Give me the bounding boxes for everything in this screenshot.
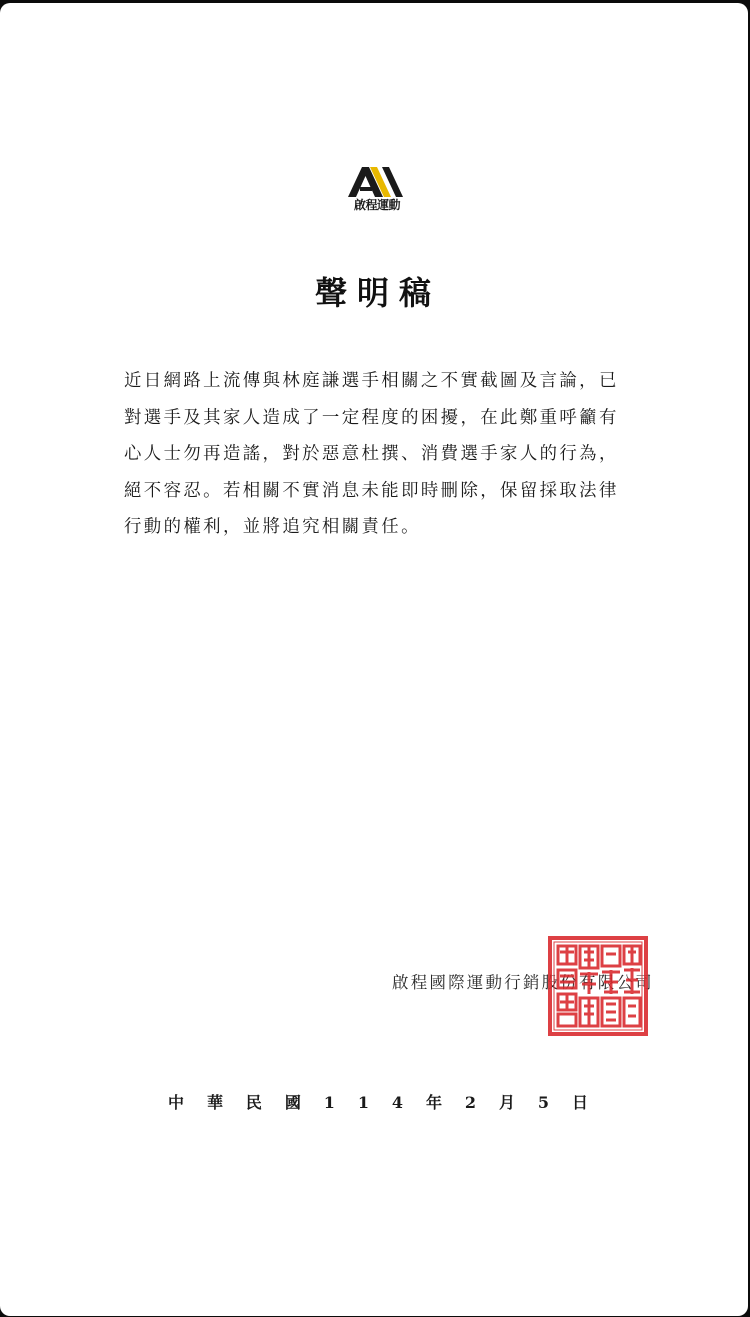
date-char: 5 [537, 1093, 550, 1112]
date-char: 國 [284, 1093, 301, 1112]
date-char: 民 [245, 1093, 262, 1112]
company-seal-icon [548, 936, 648, 1036]
date-char: 1 [357, 1093, 369, 1112]
document-page [0, 3, 748, 1316]
page-title: 聲明稿 [314, 274, 441, 312]
am-logo-icon [342, 161, 412, 199]
date-char: 日 [571, 1093, 588, 1112]
date-char: 1 [323, 1093, 335, 1112]
date-char: 月 [498, 1093, 515, 1112]
date-char: 4 [391, 1093, 404, 1112]
company-name: 啟程國際運動行銷股份有限公司 [392, 973, 654, 992]
date-char: 2 [464, 1093, 477, 1112]
date-char: 中 [168, 1093, 185, 1112]
document-date [168, 1091, 588, 1115]
date-char: 年 [425, 1093, 442, 1112]
logo-text: 啟程運動 [353, 198, 400, 212]
statement-body: 近日網路上流傳與林庭謙選手相關之不實截圖及言論，已對選手及其家人造成了一定程度的困擾，在此鄭重呼籲有心人士勿再造謠，對於惡意杜撰、消費選手家人的行為，絕不容忍。若相關不實消息未能即時刪除，保留採取法律行動的權利，並將追究相關責任。 [124, 371, 619, 537]
date-char: 華 [206, 1093, 223, 1112]
company-logo [342, 161, 412, 213]
